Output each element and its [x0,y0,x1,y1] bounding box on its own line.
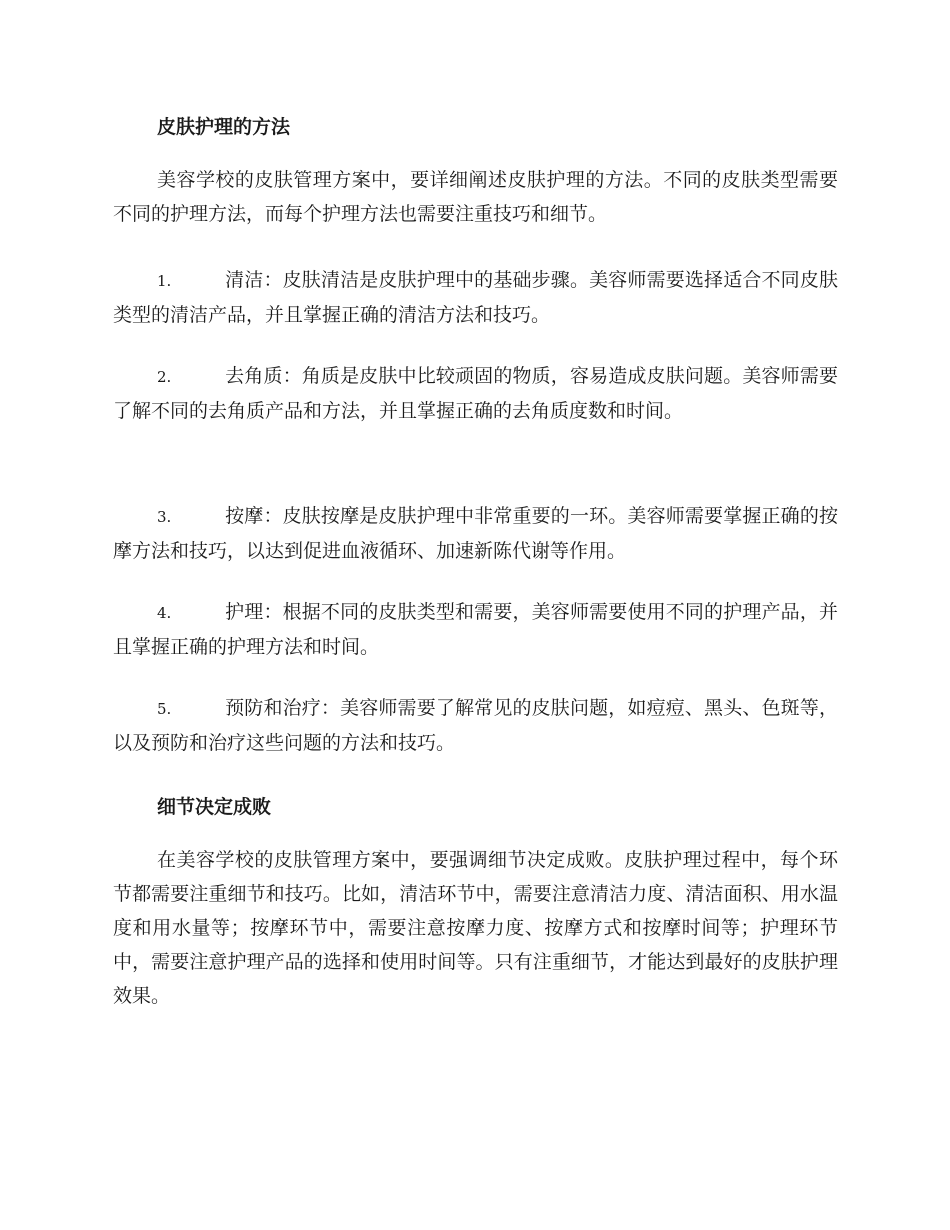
section-heading-skin-care-methods: 皮肤护理的方法 [157,116,291,138]
list-item-text: 护理：根据不同的皮肤类型和需要，美容师需要使用不同的护理产品，并且掌握正确的护理方法和时间。 [113,601,838,658]
list-item-number: 3. [157,508,172,526]
section-heading-details-matter: 细节决定成败 [157,796,272,818]
list-item-number: 1. [157,272,172,290]
list-item [113,595,838,664]
list-item-text: 按摩：皮肤按摩是皮肤护理中非常重要的一环。美容师需要掌握正确的按摩方法和技巧，以达到促进血液循环、加速新陈代谢等作用。 [113,505,838,562]
list-item [113,359,838,428]
list-item-number: 2. [157,368,172,386]
list-item-text: 预防和治疗：美容师需要了解常见的皮肤问题，如痘痘、黑头、色斑等，以及预防和治疗这些问题的方法和技巧。 [113,697,838,754]
list-item-text: 去角质：角质是皮肤中比较顽固的物质，容易造成皮肤问题。美容师需要了解不同的去角质产品和方法，并且掌握正确的去角质度数和时间。 [113,365,838,422]
list-item [113,499,838,568]
details-paragraph: 在美容学校的皮肤管理方案中，要强调细节决定成败。皮肤护理过程中，每个环节都需要注重细节和技巧。比如，清洁环节中，需要注意清洁力度、清洁面积、用水温度和用水量等；按摩环节中，需要注意按摩力度、按摩方式和按摩时间等；护理环节中，需要注意护理产品的选择和使用时间等。只有注重细节，才能达到最好的皮肤护理效果。 [113,849,838,1007]
intro-paragraph: 美容学校的皮肤管理方案中，要详细阐述皮肤护理的方法。不同的皮肤类型需要不同的护理方法，而每个护理方法也需要注重技巧和细节。 [113,169,838,225]
list-item-number: 5. [157,700,172,718]
list-item [113,263,838,332]
list-item [113,691,838,760]
list-item-text: 清洁：皮肤清洁是皮肤护理中的基础步骤。美容师需要选择适合不同皮肤类型的清洁产品，并且掌握正确的清洁方法和技巧。 [113,269,838,326]
list-item-number: 4. [157,604,172,622]
